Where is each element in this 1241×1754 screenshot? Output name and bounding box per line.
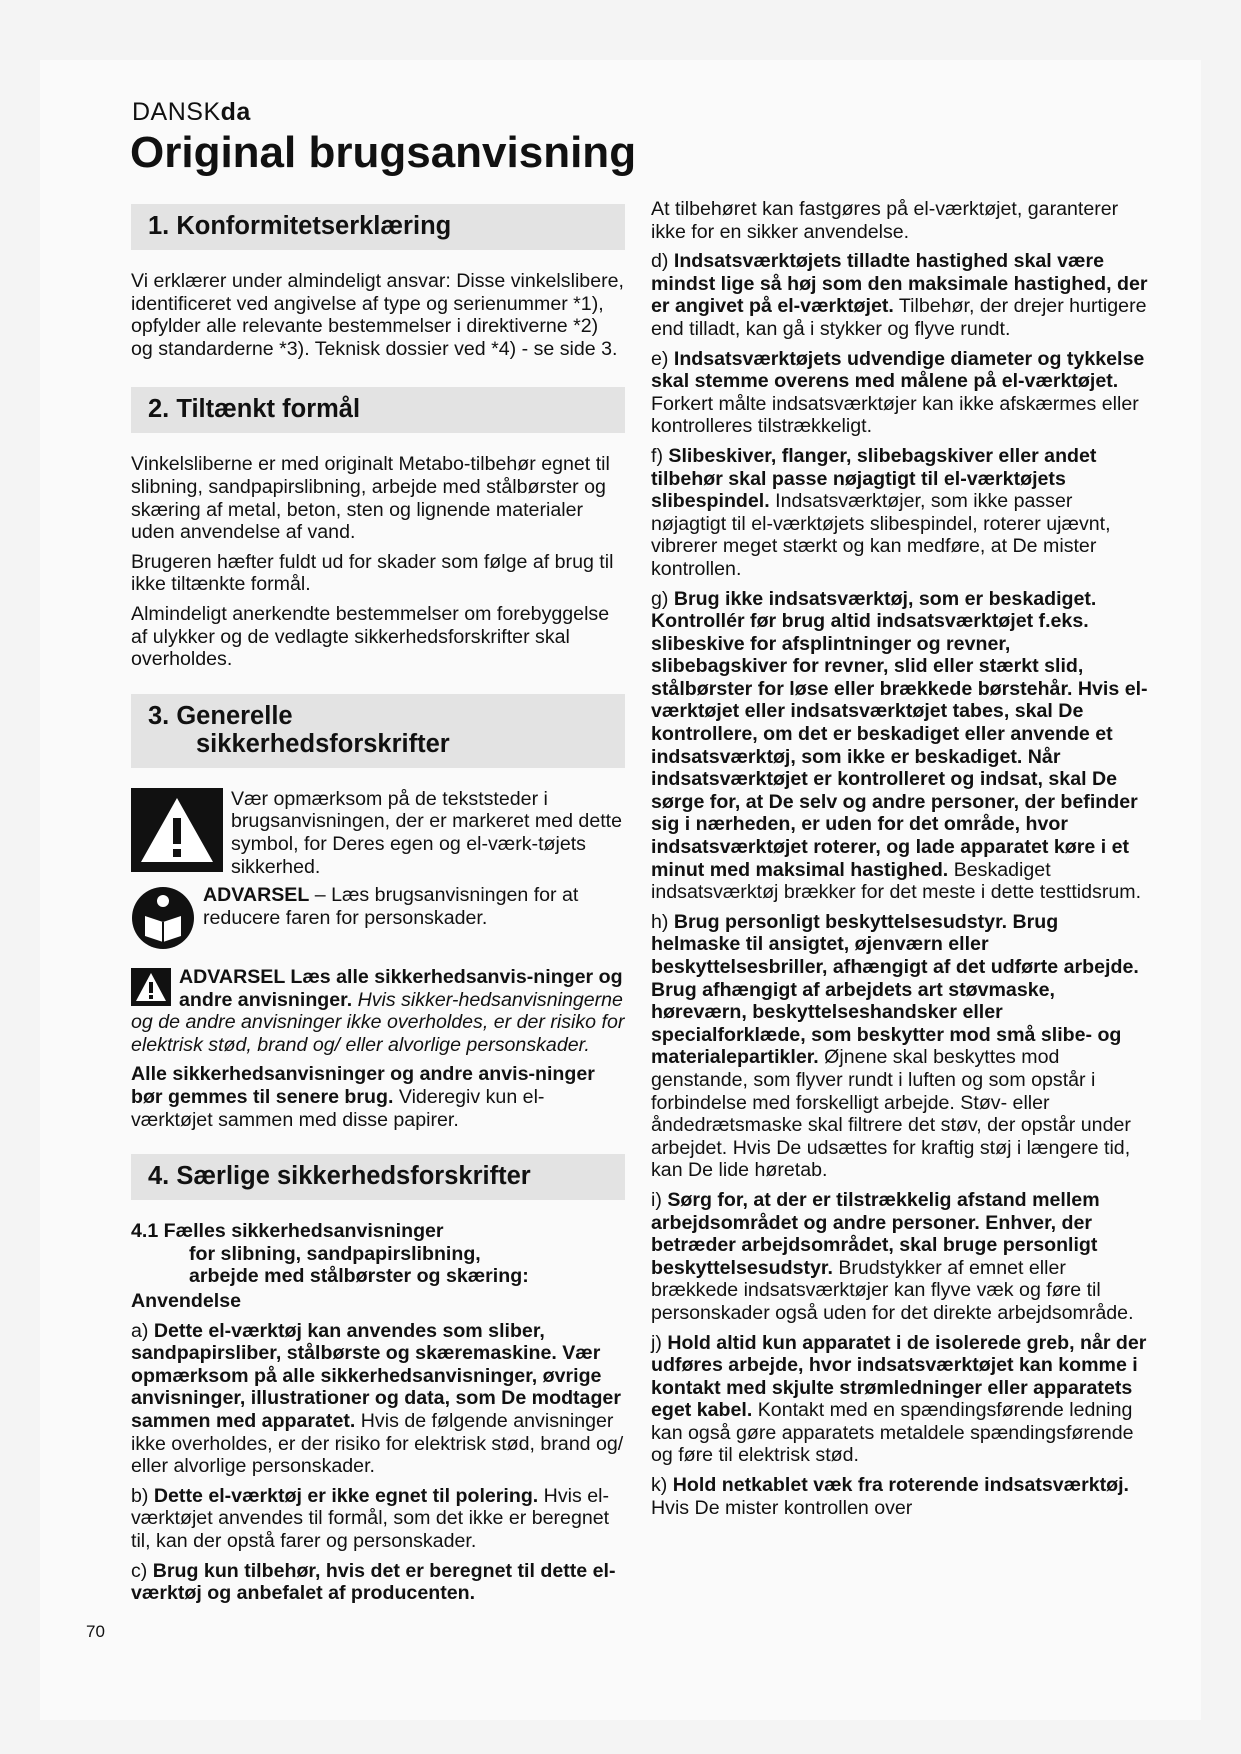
item-e: e) Indsatsværktøjets udvendige diameter og tykkelse skal stemme overens med målene på el-værktøjet. Forkert målte indsatsværktøjer kan ikke afskærmes eller kontrolleres tilstrækkeligt. [651, 347, 1145, 438]
item-c: c) Brug kun tilbehør, hvis det er beregnet til dette el-værktøj og anbefalet af producenten. [131, 1559, 616, 1605]
section-3-heading-line1: 3. Generelle [148, 701, 293, 730]
subsection-4-1-heading: 4.1 Fælles sikkerhedsanvisninger for slibning, sandpapirslibning, arbejde med stålbørster og skæring: [131, 1220, 529, 1288]
section-1-text: Vi erklærer under almindeligt ansvar: Disse vinkelslibere, identificeret ved angivelse af type og serienummer *1), opfylder alle relevante bestemmelser i direktiverne *2) og standarderne *3). Teknisk dossier ved *4) - se side 3. [131, 270, 624, 360]
read-manual-icon [131, 886, 195, 950]
read-manual-text: ADVARSEL – Læs brugsanvisningen for at reducere faren for personskader. [203, 884, 579, 929]
keep-instructions-paragraph: Alle sikkerhedsanvisninger og andre anvis-ninger bør gemmes til senere brug. Videregiv kun el-værktøjet sammen med disse papirer. [131, 1063, 595, 1131]
item-h: h) Brug personligt beskyttelsesudstyr. Brug helmaske til ansigtet, øjenværn eller beskyttelsesbriller, afhængigt af det udførte arbejde. Brug afhængigt af arbejdets art støvmaske, høreværn, beskyttelseshandsker eller specialforklæde, som beskytter mod små slibe- og materialepartikler. Øjnene skal beskyttes mod genstande, som flyver rundt i luften og som opstår i forbindelse med forskelligt arbejde. Støv- eller åndedrætsmaske skal filtrere det støv, der opstår under arbejdet. Hvis De udsættes for kraftig støj i længere tid, kan De lide høretab. [651, 910, 1139, 1182]
page-number: 70 [86, 1622, 105, 1641]
item-b: b) Dette el-værktøj er ikke egnet til polering. Hvis el-værktøjet anvendes til formål, som det ikke er beregnet til, kan der opstå farer og personskader. [131, 1484, 610, 1552]
item-f: f) Slibeskiver, flanger, slibebagskiver eller andet tilbehør skal passe nøjagtigt til el-værktøjets slibespindel. Indsatsværktøjer, som ikke passer nøjagtigt til el-værktøjets slibespindel, roterer ujævnt, vibrerer meget stærkt og kan medføre, at De mister kontrollen. [651, 444, 1111, 580]
item-d: d) Indsatsværktøjets tilladte hastighed skal være mindst lige så høj som den maksimale hastighed, der er angivet på el-værktøjet. Tilbehør, der drejer hurtigere end tilladt, kan gå i stykker og flyve rundt. [651, 250, 1148, 340]
item-g: g) Brug ikke indsatsværktøj, som er beskadiget. Kontrollér før brug altid indsatsværktøjet f.eks. slibeskive for afsplintninger og revner, slibebagskiver for revner, slid eller stærkt slid, stålbørster for løse eller brækkede børstehår. Hvis el-værktøjet eller indsatsværktøjet tabes, skal De kontrollere, om det er beskadiget eller anvende et indsatsværktøj, som ikke er beskadiget. Når indsatsværktøjet er kontrolleret og indsat, skal De sørge for, at De selv og andre personer, der befinder sig i nærheden, er uden for det område, hvor indsatsværktøjet roterer, og lade apparatet køre i et minut med maksimal hastighed. Beskadiget indsatsværktøj brækker for det meste i dette testtidsrum. [651, 587, 1148, 904]
item-k: k) Hold netkablet væk fra roterende indsatsværktøj. Hvis De mister kontrollen over [651, 1474, 1129, 1519]
section-3-heading-line2: sikkerhedsforskrifter [196, 729, 450, 758]
language-label: DANSKda [132, 98, 251, 126]
section-1-heading: 1. Konformitetserklæring [131, 204, 625, 250]
section-2-p2: Brugeren hæfter fuldt ud for skader som følge af brug til ikke tiltænkte formål. [131, 550, 614, 596]
section-4-heading: 4. Særlige sikkerhedsforskrifter [131, 1154, 625, 1200]
warning-symbol-note [131, 788, 625, 878]
left-column [131, 204, 625, 1612]
warning-symbol-text: Vær opmærksom på de tekststeder i brugsanvisningen, der er markeret med dette symbol, for Deres egen og el-værk-tøjets sikkerhed. [231, 787, 622, 878]
item-i: i) Sørg for, at der er tilstrækkelig afstand mellem arbejdsområdet og andre personer. Enhver, der betræder arbejdsområdet, skal bruge personligt beskyttelsesudstyr. Brudstykker af emnet eller brækkede indsatsværktøjer kan flyve væk og føre til personskader også uden for det direkte arbejdsområde. [651, 1188, 1134, 1324]
warning-small-icon [131, 968, 171, 1006]
warning-triangle-icon [131, 788, 223, 872]
item-a: a) Dette el-værktøj kan anvendes som sliber, sandpapirsliber, stålbørste og skæremaskine. Vær opmærksom på alle sikkerhedsanvisninger, øvrige anvisninger, illustrationer og data, som De modtager sammen med apparatet. Hvis de følgende anvisninger ikke overholdes, er der risiko for elektrisk stød, brand og/ eller alvorlige personskader. [131, 1319, 624, 1478]
section-2-p1: Vinkelsliberne er med originalt Metabo-tilbehør egnet til slibning, sandpapirslibning, arbejde med stålbørster og skæring af metal, beton, sten og lignende materialer uden anvendelse af vand. [131, 453, 610, 544]
item-j: j) Hold altid kun apparatet i de isolerede greb, når der udføres arbejde, hvor indsatsværktøjet kan komme i kontakt med skjulte strømledninger eller apparatets eget kabel. Kontakt med en spændingsførende ledning kan også gøre apparatets metaldele spændingsførende og føre til elektrisk stød. [651, 1331, 1147, 1467]
page-title: Original brugsanvisning [130, 128, 637, 177]
section-3-heading [131, 694, 625, 768]
anvendelse-heading: Anvendelse [131, 1290, 241, 1313]
section-2-heading: 2. Tiltænkt formål [131, 387, 625, 433]
section-2-p3: Almindeligt anerkendte bestemmelser om forebyggelse af ulykker og de vedlagte sikkerhedsforskrifter skal overholdes. [131, 602, 610, 671]
item-c-continued: At tilbehøret kan fastgøres på el-værktøjet, garanterer ikke for en sikker anvendelse. [651, 198, 1119, 243]
general-warning-paragraph: ADVARSEL Læs alle sikkerhedsanvis-ninger og andre anvisninger. Hvis sikker-hedsanvisningerne og de andre anvisninger ikke overholdes, er der risiko for elektrisk stød, brand og/ eller alvorlige personskader. [131, 966, 625, 1056]
read-manual-note [131, 884, 625, 950]
right-column [651, 198, 1151, 1526]
